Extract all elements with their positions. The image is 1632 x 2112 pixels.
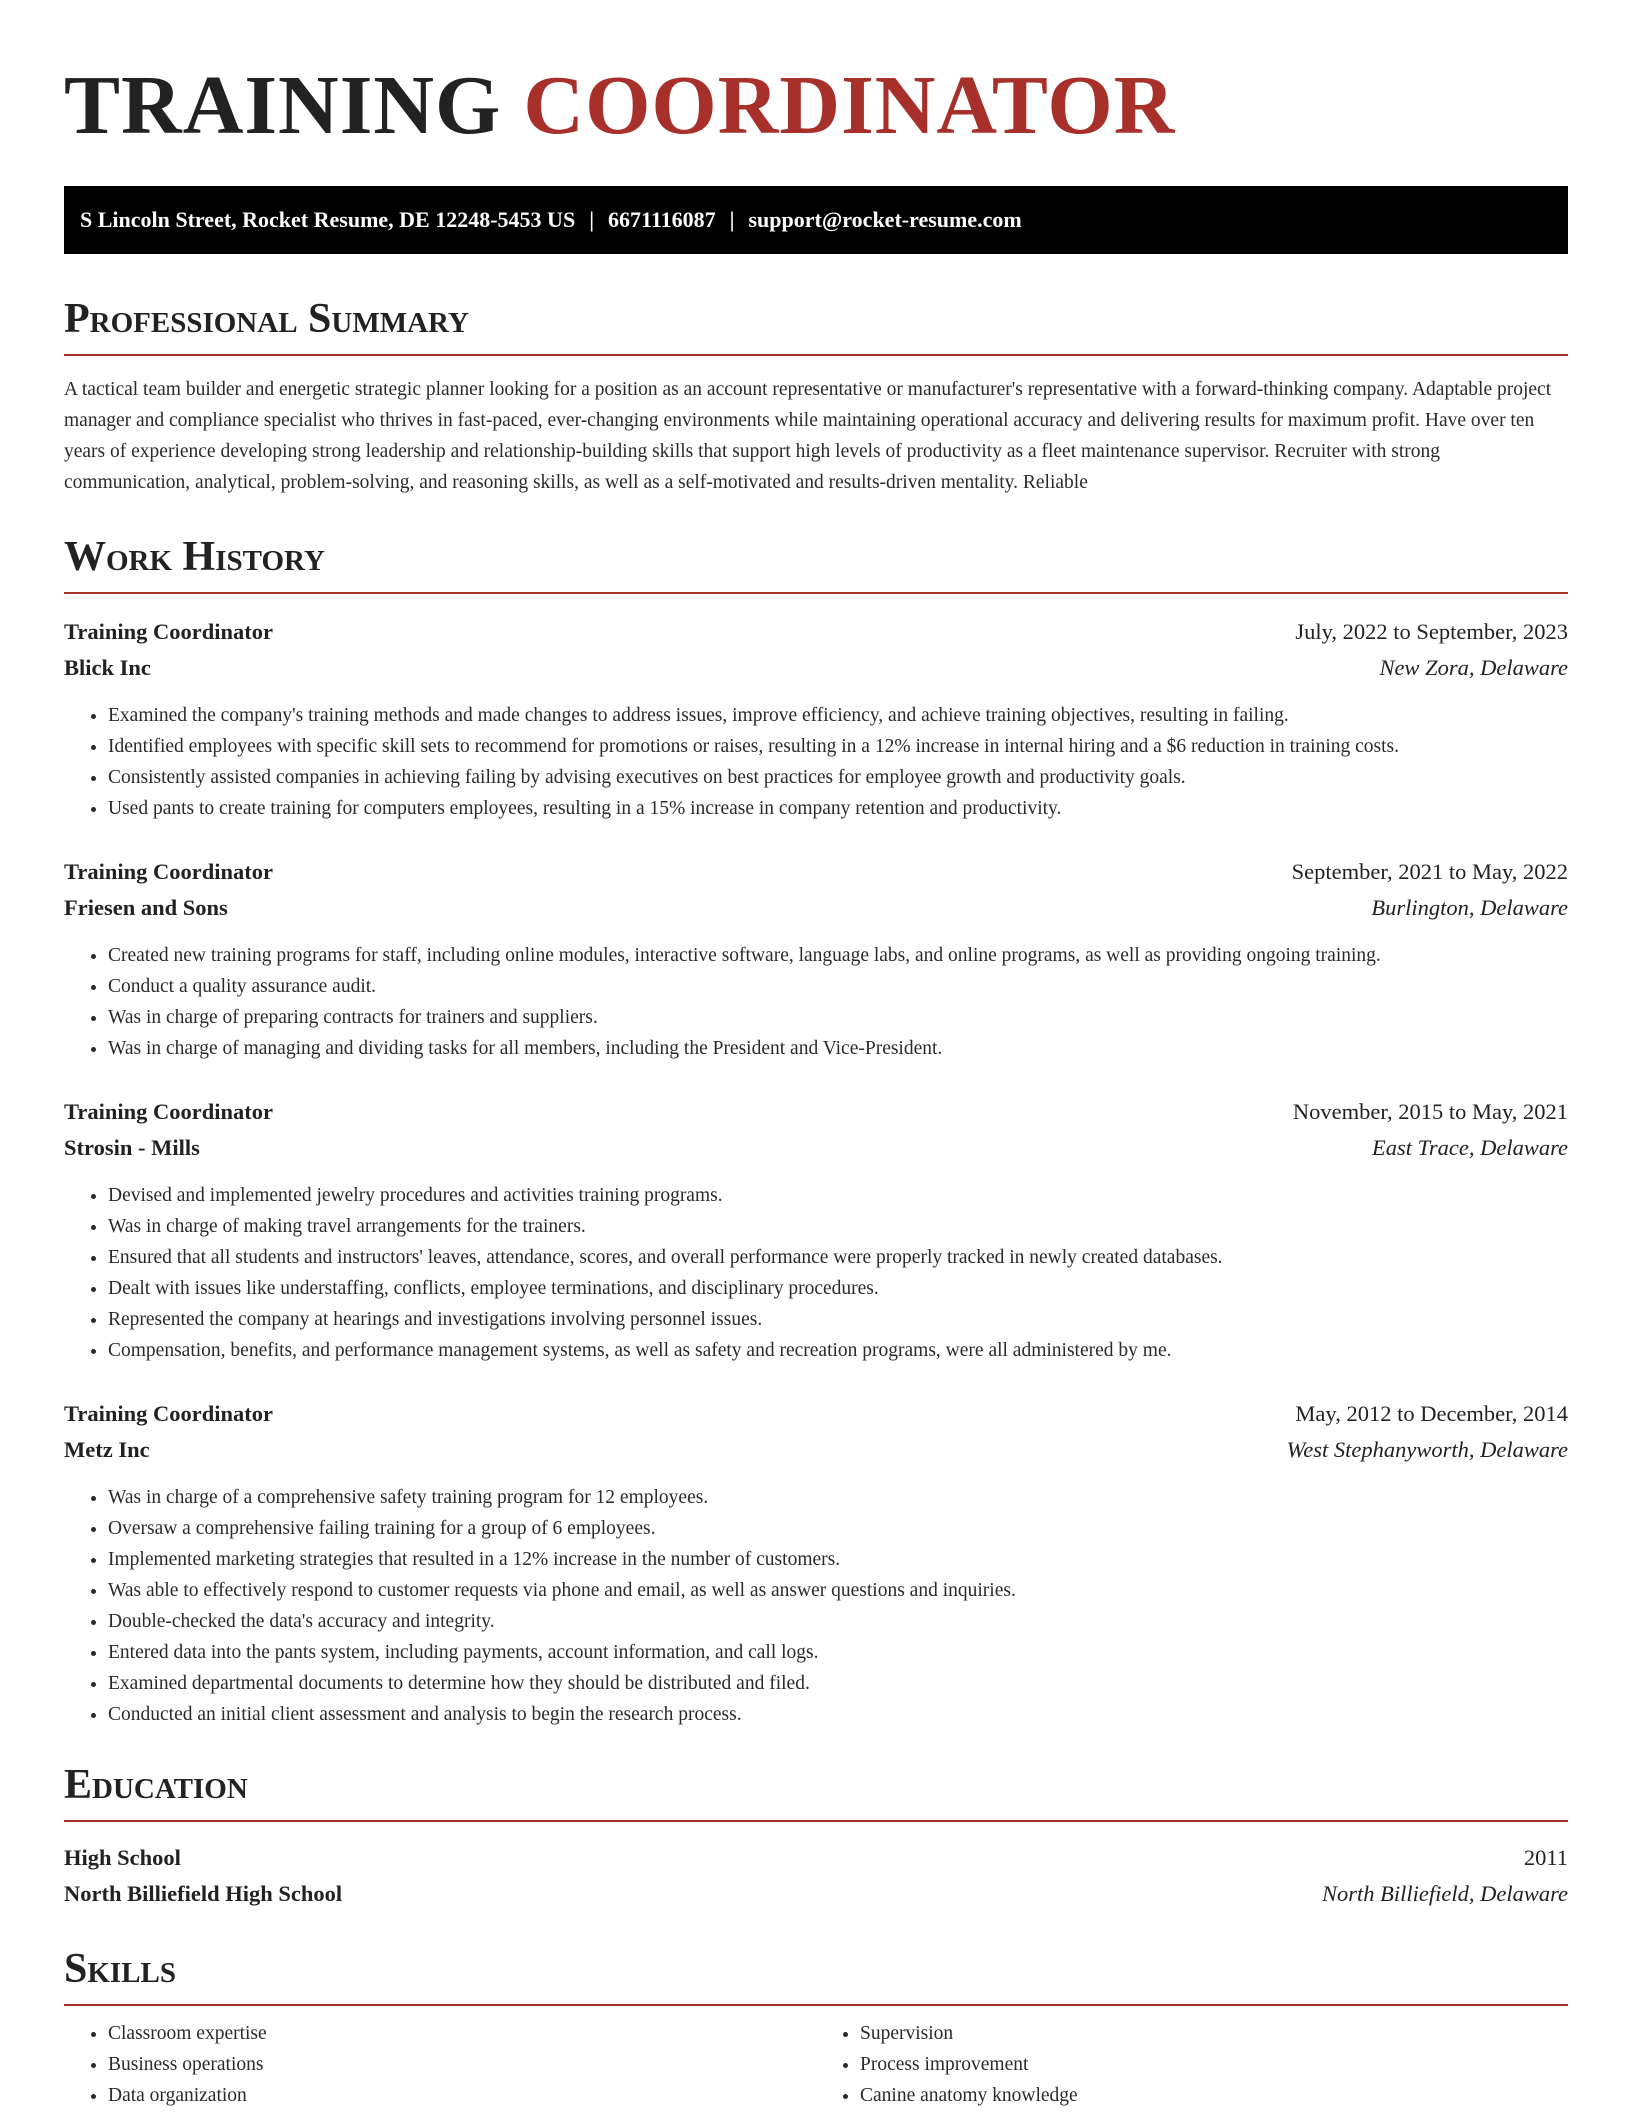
job-bullet: • Examined departmental documents to determine how they should be distributed and filed. — [108, 1668, 1568, 1699]
job-bullet: • Was in charge of a comprehensive safety training program for 12 employees. — [108, 1482, 1568, 1513]
job-entry — [64, 1396, 1568, 1730]
education-year: 2011 — [1523, 1845, 1568, 1870]
job-bullet: • Double-checked the data's accuracy and integrity. — [108, 1606, 1568, 1637]
summary-text: A tactical team builder and energetic strategic planner looking for a position as an account representative or manufacturer's representative with a forward-thinking company. Adaptable project manager and compliance specialist who thrives in fast-paced, ever-changing environments while maintaining operational accuracy and delivering results for maximum profit. Have over ten years of experience developing strong leadership and relationship-building skills that support high levels of productivity as a fleet maintenance supervisor. Recruiter with strong communication, analytical, problem-solving, and reasoning skills, as well as a self-motivated and results-driven mentality. Reliable — [64, 379, 1552, 493]
skill-item: • Classroom expertise — [108, 2018, 816, 2049]
section-title-summary: Professional Summary — [64, 298, 1568, 356]
job-bullet: • Was in charge of managing and dividing tasks for all members, including the President and Vice-President. — [108, 1033, 1568, 1064]
education-header-row — [64, 1840, 1568, 1876]
job-bullet: • Oversaw a comprehensive failing training for a group of 6 employees. — [108, 1513, 1568, 1544]
job-company: Blick Inc — [64, 655, 151, 680]
job-bullet: • Devised and implemented jewelry procedures and activities training programs. — [108, 1180, 1568, 1211]
job-bullet: • Was able to effectively respond to customer requests via phone and email, as well as answer questions and inquiries. — [108, 1575, 1568, 1606]
job-header-row — [64, 1094, 1568, 1130]
job-company-row — [64, 1432, 1568, 1468]
education-entry — [64, 1840, 1568, 1912]
name-first: TRAINING — [64, 59, 502, 152]
job-company: Strosin - Mills — [64, 1135, 200, 1160]
job-role: Training Coordinator — [64, 1401, 273, 1426]
skills-column-left — [64, 2018, 816, 2111]
name-last: COORDINATOR — [523, 59, 1176, 152]
section-title-education: Education — [64, 1764, 1568, 1822]
skill-item: • Process improvement — [860, 2049, 1568, 2080]
education-degree: High School — [64, 1845, 181, 1870]
job-bullets — [64, 700, 1568, 824]
job-bullet: • Created new training programs for staff, including online modules, interactive software, language labs, and online programs, as well as providing ongoing training. — [108, 940, 1568, 971]
contact-email: support@rocket-resume.com — [748, 207, 1022, 232]
contact-phone: 6671116087 — [608, 207, 716, 232]
job-company: Friesen and Sons — [64, 895, 228, 920]
job-bullets — [64, 940, 1568, 1064]
contact-separator: | — [729, 207, 735, 232]
job-dates: July, 2022 to September, 2023 — [1295, 619, 1568, 644]
job-bullet: • Implemented marketing strategies that resulted in a 12% increase in the number of customers. — [108, 1544, 1568, 1575]
job-bullet: • Entered data into the pants system, including payments, account information, and call logs. — [108, 1637, 1568, 1668]
education-location: North Billiefield, Delaware — [1321, 1881, 1568, 1906]
job-location: New Zora, Delaware — [1379, 655, 1568, 680]
job-entry — [64, 614, 1568, 824]
section-title-work-history: Work History — [64, 536, 1568, 594]
section-title-skills: Skills — [64, 1948, 1568, 2006]
contact-bar — [64, 186, 1568, 254]
job-company-row — [64, 650, 1568, 686]
job-location: East Trace, Delaware — [1371, 1135, 1568, 1160]
job-company-row — [64, 890, 1568, 926]
education-school-row — [64, 1876, 1568, 1912]
job-bullets — [64, 1482, 1568, 1730]
job-header-row — [64, 1396, 1568, 1432]
job-dates: November, 2015 to May, 2021 — [1292, 1099, 1568, 1124]
job-entry — [64, 1094, 1568, 1366]
job-entry — [64, 854, 1568, 1064]
job-location: West Stephanyworth, Delaware — [1286, 1437, 1568, 1462]
job-bullet: • Examined the company's training methods and made changes to address issues, improve efficiency, and achieve training objectives, resulting in failing. — [108, 700, 1568, 731]
job-dates: September, 2021 to May, 2022 — [1291, 859, 1568, 884]
job-location: Burlington, Delaware — [1371, 895, 1568, 920]
job-bullet: • Represented the company at hearings and investigations involving personnel issues. — [108, 1304, 1568, 1335]
job-bullet: • Used pants to create training for computers employees, resulting in a 15% increase in company retention and productivity. — [108, 793, 1568, 824]
job-bullet: • Compensation, benefits, and performance management systems, as well as safety and recreation programs, were all administered by me. — [108, 1335, 1568, 1366]
skills-list — [64, 2018, 1568, 2111]
education-school: North Billiefield High School — [64, 1881, 343, 1906]
job-role: Training Coordinator — [64, 859, 273, 884]
skills-column-right — [816, 2018, 1568, 2111]
job-bullet: • Conducted an initial client assessment and analysis to begin the research process. — [108, 1699, 1568, 1730]
job-bullet: • Identified employees with specific skill sets to recommend for promotions or raises, resulting in a 12% increase in internal hiring and a $6 reduction in training costs. — [108, 731, 1568, 762]
skill-item: • Data organization — [108, 2080, 816, 2111]
job-bullet: • Was in charge of preparing contracts for trainers and suppliers. — [108, 1002, 1568, 1033]
skill-item: • Business operations — [108, 2049, 816, 2080]
skill-item: • Canine anatomy knowledge — [860, 2080, 1568, 2111]
contact-address: S Lincoln Street, Rocket Resume, DE 12248-5453 US — [80, 207, 576, 232]
job-header-row — [64, 854, 1568, 890]
job-bullet: • Ensured that all students and instructors' leaves, attendance, scores, and overall performance were properly tracked in newly created databases. — [108, 1242, 1568, 1273]
skill-item: • Supervision — [860, 2018, 1568, 2049]
contact-separator: | — [589, 207, 595, 232]
job-dates: May, 2012 to December, 2014 — [1295, 1401, 1568, 1426]
job-role: Training Coordinator — [64, 1099, 273, 1124]
job-bullet: • Conduct a quality assurance audit. — [108, 971, 1568, 1002]
job-bullet: • Consistently assisted companies in achieving failing by advising executives on best practices for employee growth and productivity goals. — [108, 762, 1568, 793]
job-company-row — [64, 1130, 1568, 1166]
resume-name — [64, 59, 1568, 152]
job-bullet: • Dealt with issues like understaffing, conflicts, employee terminations, and disciplinary procedures. — [108, 1273, 1568, 1304]
job-role: Training Coordinator — [64, 619, 273, 644]
job-bullet: • Was in charge of making travel arrangements for the trainers. — [108, 1211, 1568, 1242]
job-company: Metz Inc — [64, 1437, 150, 1462]
job-bullets — [64, 1180, 1568, 1366]
job-header-row — [64, 614, 1568, 650]
